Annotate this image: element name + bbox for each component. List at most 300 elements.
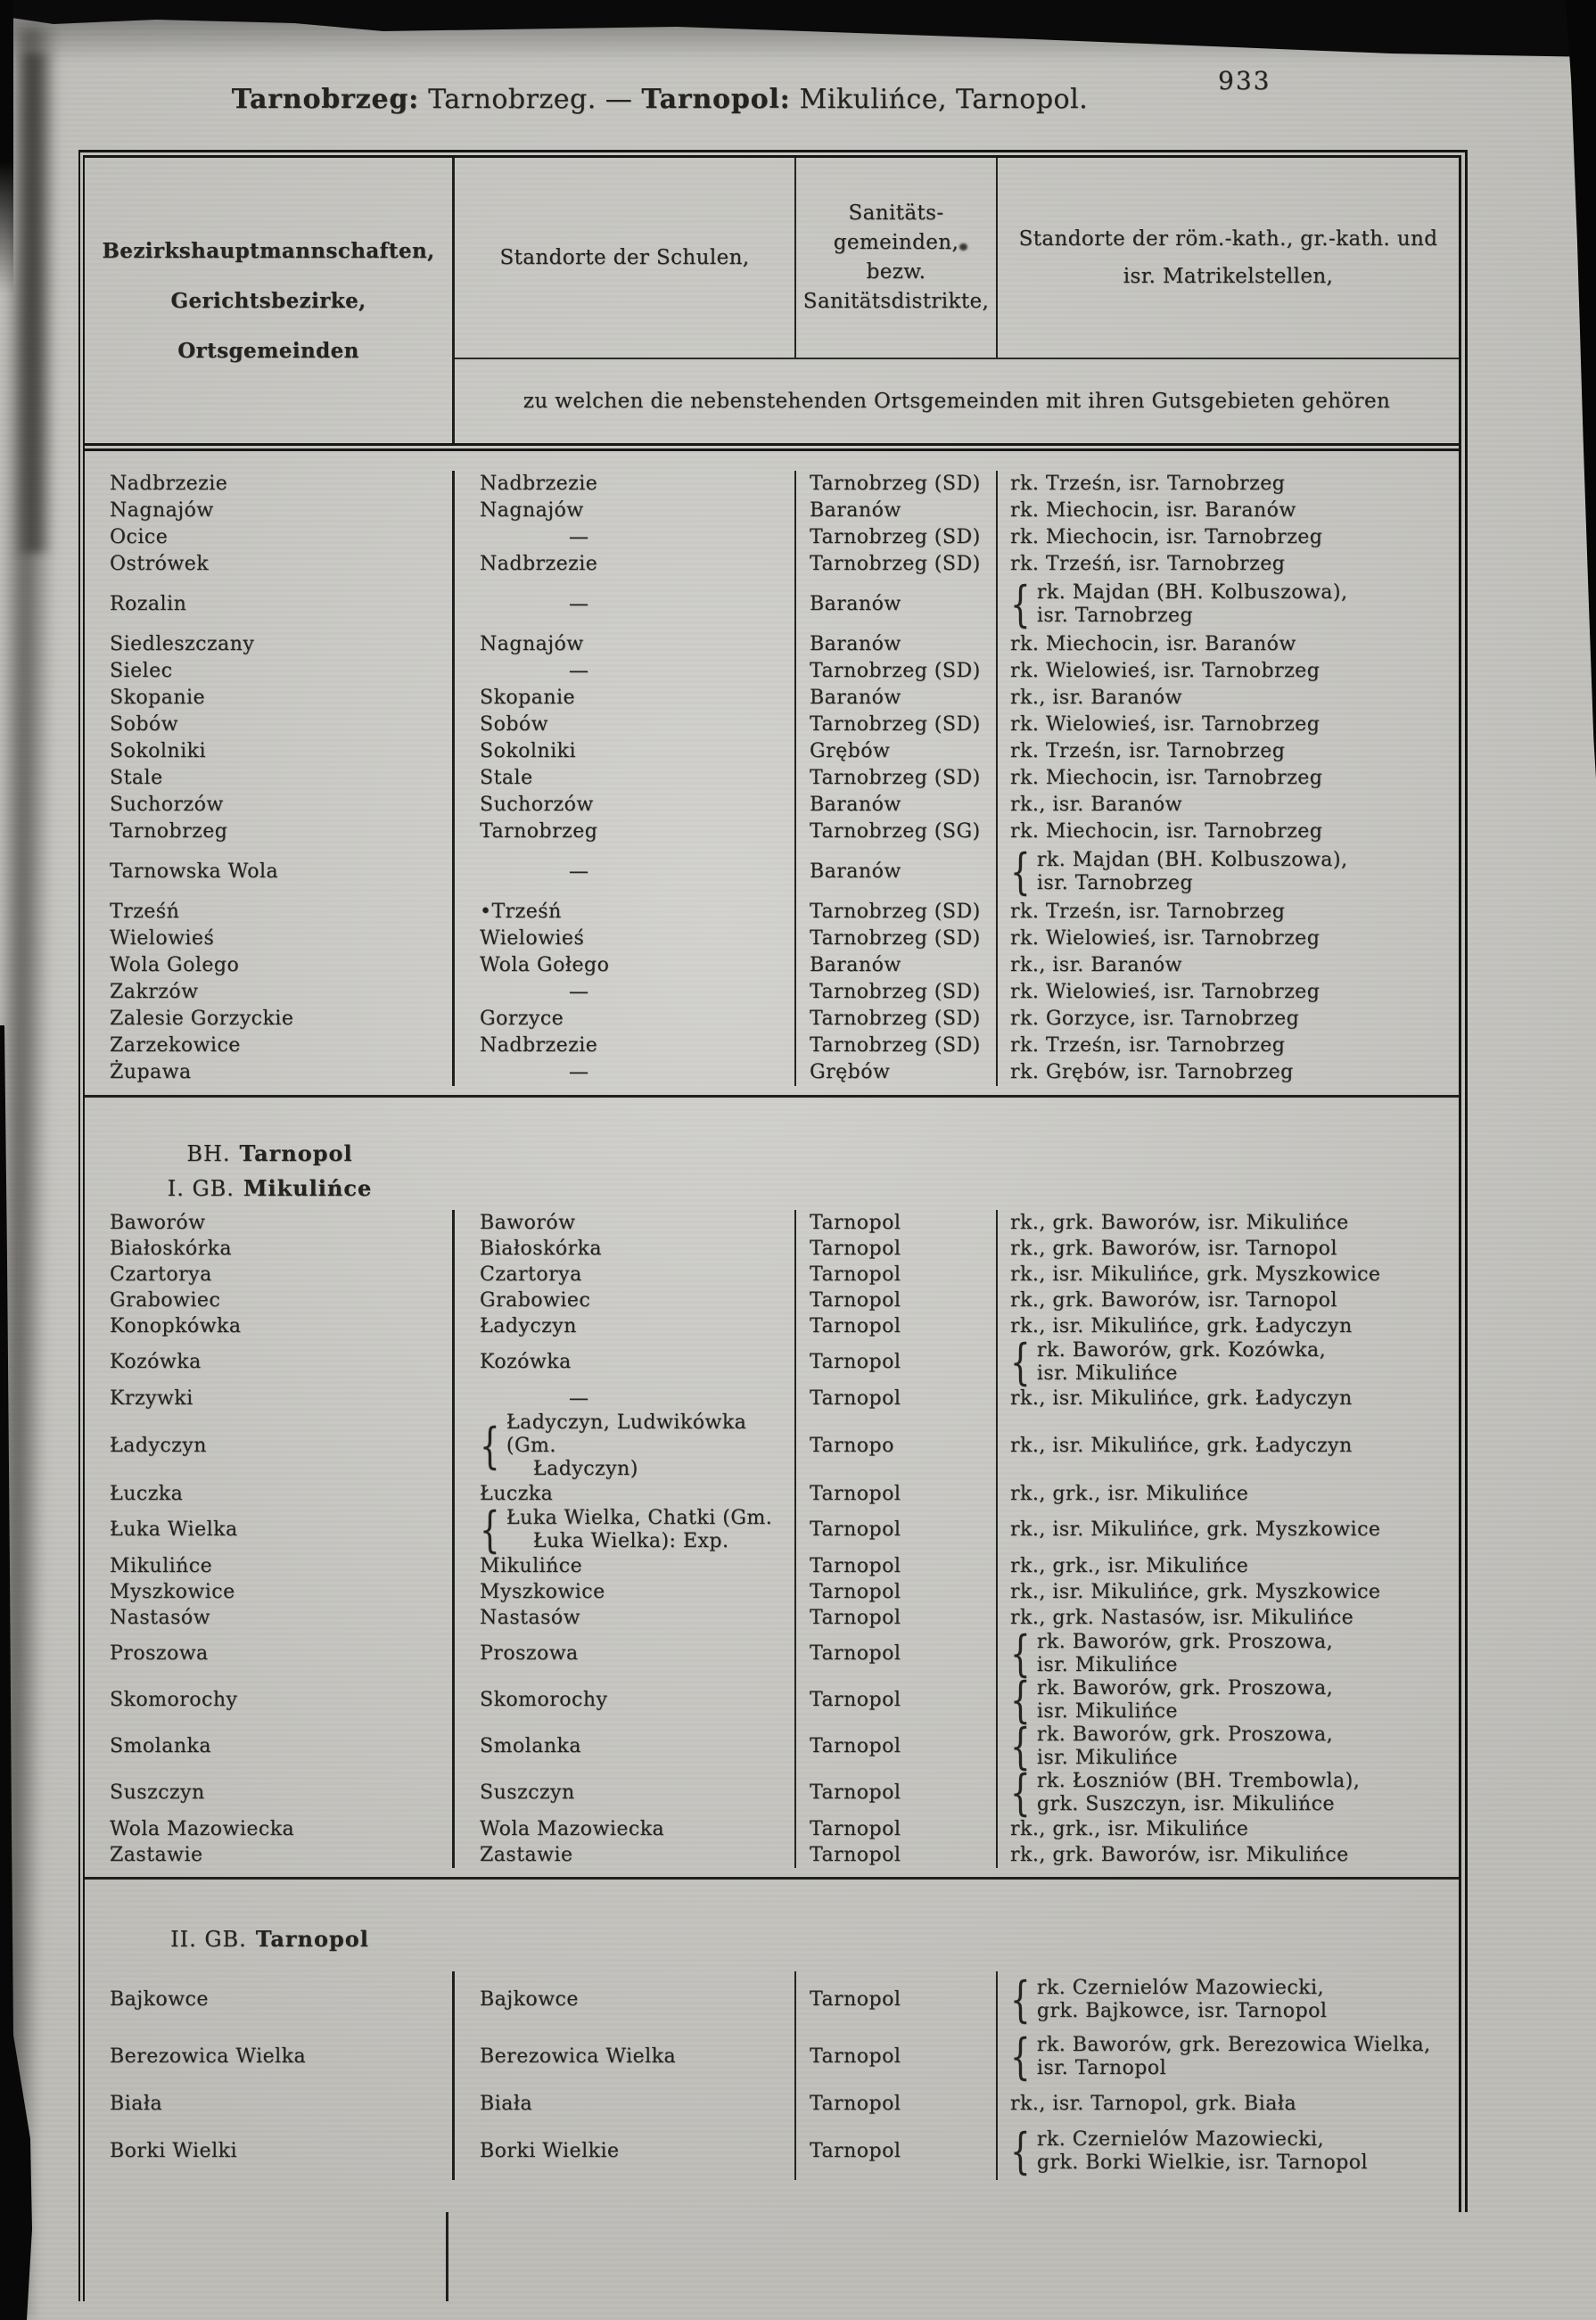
title-court-1: Tarnobrzeg. xyxy=(428,84,596,115)
matrikelstellen-cell xyxy=(998,2123,1459,2180)
table-row xyxy=(85,551,1459,578)
cell-text: Nagnajów xyxy=(110,499,214,522)
cell-text: Baworów xyxy=(480,1211,576,1234)
schulort-cell xyxy=(455,979,796,1006)
cell-lines xyxy=(1037,1977,1328,2023)
cell-text: rk., isr. Mikulińce, grk. Ładyczyn xyxy=(1010,1314,1353,1337)
matrikelstellen-cell xyxy=(998,792,1459,819)
header-col-schulen xyxy=(455,158,796,358)
sanitaetsgemeinde-cell xyxy=(796,1481,998,1507)
cell-line: grk. Suszczyn, isr. Mikulińce xyxy=(1036,1793,1335,1815)
section-heading-name: Tarnopol xyxy=(239,1140,353,1166)
cell-text: rk. Grębów, isr. Tarnobrzeg xyxy=(1010,1061,1294,1083)
cell-text: rk. Gorzyce, isr. Tarnobrzeg xyxy=(1010,1008,1300,1030)
cell-text: Żupawa xyxy=(110,1061,192,1083)
scan-left-edge-mark xyxy=(0,0,13,294)
table-row xyxy=(85,1605,1459,1631)
matrikelstellen-cell xyxy=(998,979,1459,1006)
ortsgemeinde-cell xyxy=(85,1770,455,1816)
cell-lines xyxy=(1037,1631,1333,1677)
table-header xyxy=(85,158,1459,451)
cell-text: Wola Mazowiecka xyxy=(480,1817,665,1840)
table-row xyxy=(85,1671,1459,1728)
section-heading-prefix: I. GB. xyxy=(167,1176,234,1201)
sanitaetsgemeinde-cell xyxy=(796,498,998,524)
table-row xyxy=(85,819,1459,845)
matrikelstellen-cell xyxy=(998,1262,1459,1288)
cell-text: Łuczka xyxy=(110,1482,184,1505)
sanitaetsgemeinde-cell xyxy=(796,2123,998,2180)
ortsgemeinde-cell xyxy=(85,1631,455,1677)
matrikelstellen-cell xyxy=(998,631,1459,658)
section-heading-name: Mikulińce xyxy=(243,1175,373,1201)
ortsgemeinde-cell xyxy=(85,845,455,899)
table-row xyxy=(85,1717,1459,1774)
matrikelstellen-cell xyxy=(998,685,1459,712)
cell-text: rk., isr. Tarnopol, grk. Biała xyxy=(1010,2093,1297,2115)
schulort-cell xyxy=(455,1411,796,1481)
cell-text: Nagnajów xyxy=(480,499,584,522)
ortsgemeinde-cell xyxy=(85,1842,455,1868)
schulort-cell xyxy=(455,1059,796,1086)
table-row xyxy=(85,1386,1459,1411)
cell-text: Tarnobrzeg (SD) xyxy=(810,660,981,682)
cell-text: Nadbrzezie xyxy=(480,553,598,575)
table-row xyxy=(85,1006,1459,1032)
cell-text: Tarnopol xyxy=(810,1689,901,1711)
schulort-cell xyxy=(455,845,796,899)
schulort-cell xyxy=(455,1501,796,1558)
cell-text: Smolanka xyxy=(480,1735,581,1757)
cell-line: Ładyczyn, Ludwikówka (Gm. xyxy=(506,1411,747,1457)
ortsgemeinde-cell xyxy=(85,1288,455,1313)
cell-text: Tarnopol xyxy=(810,1817,901,1840)
cell-text: Tarnopol xyxy=(810,1735,901,1757)
cell-text: Sobów xyxy=(110,713,178,736)
cell-text: Rozalin xyxy=(110,593,187,615)
ortsgemeinde-cell xyxy=(85,1411,455,1481)
cell-text: rk., grk., isr. Mikulińce xyxy=(1010,1482,1249,1505)
cell-text: — xyxy=(569,981,589,1003)
matrikelstellen-cell xyxy=(998,1313,1459,1339)
cell-text: Suchorzów xyxy=(480,794,594,816)
cell-text: Zakrzów xyxy=(110,981,199,1003)
cell-text: rk., isr. Mikulińce, grk. Myszkowice xyxy=(1010,1263,1381,1286)
cell-text: rk. Wielowieś, isr. Tarnobrzeg xyxy=(1010,927,1320,950)
cell-line: isr. Mikulińce xyxy=(1036,1654,1178,1676)
schulort-cell xyxy=(455,1210,796,1236)
schulort-cell xyxy=(455,1386,796,1411)
cell-text: Ładyczyn xyxy=(480,1314,577,1337)
cell-text: — xyxy=(569,660,589,682)
cell-text: rk. Wielowieś, isr. Tarnobrzeg xyxy=(1010,981,1320,1003)
cell-text: Białoskórka xyxy=(480,1237,603,1260)
cell-lines xyxy=(1037,581,1348,628)
cell-text: Grabowiec xyxy=(110,1288,221,1312)
cell-text: rk., isr. Baranów xyxy=(1010,794,1182,816)
matrikelstellen-cell xyxy=(998,1006,1459,1032)
sanitaetsgemeinde-cell xyxy=(796,2028,998,2086)
cell-text: Zalesie Gorzyckie xyxy=(110,1008,294,1030)
header-line: Bezirkshauptmannschaften, xyxy=(102,238,435,263)
table-row xyxy=(85,1501,1459,1558)
brace-glyph: { xyxy=(480,1417,500,1474)
cell-text: Tarnopol xyxy=(810,1386,901,1410)
cell-text: Grabowiec xyxy=(480,1288,591,1312)
table-row xyxy=(85,1816,1459,1842)
cell-text: Tarnobrzeg (SD) xyxy=(810,1008,981,1030)
cell-line: isr. Tarnobrzeg xyxy=(1036,605,1194,627)
schulort-cell xyxy=(455,792,796,819)
sanitaetsgemeinde-cell xyxy=(796,1288,998,1313)
brace-glyph: { xyxy=(480,1501,500,1558)
header-line: Sanitäts- xyxy=(848,202,944,225)
cell-text: Tarnopol xyxy=(810,1988,901,2011)
table-row xyxy=(85,2028,1459,2086)
cell-line: rk. Baworów, grk. Proszowa, xyxy=(1036,1677,1334,1699)
header-span-note: zu welchen die nebenstehenden Ortsgemeinden mit ihren Gutsgebieten gehören xyxy=(522,390,1391,413)
cell-text: Tarnobrzeg (SD) xyxy=(810,1034,981,1057)
cell-text: Skomorochy xyxy=(110,1689,238,1711)
table-row xyxy=(85,1625,1459,1682)
ortsgemeinde-cell xyxy=(85,765,455,792)
cell-text: Tarnopol xyxy=(810,1211,901,1234)
cell-text: rk., isr. Mikulińce, grk. Myszkowice xyxy=(1010,1580,1381,1603)
schulort-cell xyxy=(455,1236,796,1262)
cell-text: Tarnobrzeg xyxy=(480,820,598,843)
cell-text: Wielowieś xyxy=(110,927,215,950)
brace-glyph: { xyxy=(1010,1333,1031,1390)
matrikelstellen-cell xyxy=(998,575,1459,632)
matrikelstellen-cell xyxy=(998,658,1459,685)
page-title xyxy=(0,84,1320,115)
table-row xyxy=(85,1313,1459,1339)
sanitaetsgemeinde-cell xyxy=(796,738,998,765)
sanitaetsgemeinde-cell xyxy=(796,1032,998,1059)
matrikelstellen-cell xyxy=(998,1288,1459,1313)
cell-text: Tarnobrzeg (SD) xyxy=(810,526,981,548)
table-section xyxy=(85,1880,1459,2189)
cell-text: rk., isr. Mikulińce, grk. Myszkowice xyxy=(1010,1518,1381,1541)
schulort-cell xyxy=(455,1605,796,1631)
schulort-cell xyxy=(455,926,796,952)
matrikelstellen-cell xyxy=(998,498,1459,524)
matrikelstellen-cell xyxy=(998,2028,1459,2086)
sanitaetsgemeinde-cell xyxy=(796,1262,998,1288)
matrikelstellen-cell xyxy=(998,1764,1459,1821)
cell-line: rk. Czernielów Mazowiecki, xyxy=(1036,2128,1325,2151)
cell-text: Wola Mazowiecka xyxy=(110,1817,295,1840)
sanitaetsgemeinde-cell xyxy=(796,1313,998,1339)
table-row xyxy=(85,1210,1459,1236)
brace-glyph: { xyxy=(1010,2122,1031,2179)
cell-line: rk. Czernielów Mazowiecki, xyxy=(1036,1977,1325,1999)
cell-text: Nastasów xyxy=(480,1606,580,1629)
cell-text: Nadbrzezie xyxy=(480,1034,598,1057)
cell-text: rk. Miechocin, isr. Baranów xyxy=(1010,499,1296,522)
cell-text: Tarnobrzeg (SD) xyxy=(810,981,981,1003)
cell-text: rk. Trześn, isr. Tarnobrzeg xyxy=(1010,473,1286,495)
matrikelstellen-cell xyxy=(998,1579,1459,1605)
matrikelstellen-cell xyxy=(998,738,1459,765)
cell-line: isr. Tarnobrzeg xyxy=(1036,872,1194,894)
brace-glyph: { xyxy=(1010,1764,1031,1821)
cell-text: Berezowica Wielka xyxy=(110,2045,307,2068)
cell-text: Stale xyxy=(110,767,163,789)
table-row xyxy=(85,1411,1459,1481)
header-line: Ortsgemeinden xyxy=(177,338,359,363)
cell-text: Skopanie xyxy=(480,687,576,709)
cell-text: Kozówka xyxy=(480,1351,572,1373)
cell-lines xyxy=(1037,849,1348,895)
section-heading-name: Tarnopol xyxy=(255,1926,369,1952)
ortsgemeinde-cell xyxy=(85,685,455,712)
cell-text: Baranów xyxy=(810,860,901,883)
schulort-cell xyxy=(455,1724,796,1770)
sanitaetsgemeinde-cell xyxy=(796,524,998,551)
cell-line: isr. Tarnopol xyxy=(1036,2057,1167,2079)
cell-line: rk. Majdan (BH. Kolbuszowa), xyxy=(1036,581,1348,604)
sanitaetsgemeinde-cell xyxy=(796,1724,998,1770)
cell-text: rk. Trześn, isr. Tarnobrzeg xyxy=(1010,901,1286,923)
header-line: Sanitätsdistrikte, xyxy=(802,290,990,313)
cell-text: Baranów xyxy=(810,687,901,709)
header-line: bezw. xyxy=(866,260,926,284)
book-gutter-shadow-dark xyxy=(14,53,53,553)
matrikelstellen-cell xyxy=(998,1553,1459,1579)
cell-text: Czartorya xyxy=(110,1263,212,1286)
schulort-cell xyxy=(455,2086,796,2123)
ortsgemeinde-cell xyxy=(85,1553,455,1579)
cell-text: Suszczyn xyxy=(480,1781,575,1804)
cell-text: Tarnopol xyxy=(810,1314,901,1337)
table-row xyxy=(85,1764,1459,1821)
cell-text: Wola Gołego xyxy=(480,954,610,976)
cell-line: Łuka Wielka, Chatki (Gm. xyxy=(506,1507,773,1529)
sanitaetsgemeinde-cell xyxy=(796,1770,998,1816)
cell-text: Proszowa xyxy=(480,1642,579,1665)
cell-text: Tarnopol xyxy=(810,1237,901,1260)
sanitaetsgemeinde-cell xyxy=(796,845,998,899)
table-row xyxy=(85,1059,1459,1086)
table-row xyxy=(85,575,1459,632)
table-row xyxy=(85,2086,1459,2123)
cell-text: Łuczka xyxy=(480,1482,554,1505)
ortsgemeinde-cell xyxy=(85,979,455,1006)
table-row xyxy=(85,1481,1459,1507)
cell-text: Bajkowce xyxy=(110,1988,209,2011)
cell-text: Czartorya xyxy=(480,1263,582,1286)
schulort-cell xyxy=(455,578,796,631)
schulort-cell xyxy=(455,1553,796,1579)
matrikelstellen-cell xyxy=(998,952,1459,979)
header-col-ortsgemeinden xyxy=(85,158,455,443)
ink-spot xyxy=(959,243,967,251)
cell-text: Tarnobrzeg (SD) xyxy=(810,927,981,950)
cell-text: Tarnobrzeg (SD) xyxy=(810,713,981,736)
cell-line: isr. Mikulińce xyxy=(1036,1700,1178,1723)
cell-text: rk. Miechocin, isr. Baranów xyxy=(1010,633,1296,655)
matrikelstellen-cell xyxy=(998,1971,1459,2028)
brace-glyph: { xyxy=(1010,575,1031,632)
cell-text: Myszkowice xyxy=(480,1580,605,1603)
matrikelstellen-cell xyxy=(998,1386,1459,1411)
ortsgemeinde-cell xyxy=(85,1059,455,1086)
schulort-cell xyxy=(455,1262,796,1288)
schulort-cell xyxy=(455,1631,796,1677)
schulort-cell xyxy=(455,899,796,926)
cell-text: rk., grk., isr. Mikulińce xyxy=(1010,1554,1249,1577)
cell-text: — xyxy=(569,526,589,548)
ortsgemeinde-cell xyxy=(85,926,455,952)
cell-text: Zarzekowice xyxy=(110,1034,241,1057)
schulort-cell xyxy=(455,658,796,685)
ortsgemeinde-cell xyxy=(85,1816,455,1842)
cell-text: — xyxy=(569,1386,589,1410)
cell-line: rk. Łoszniów (BH. Trembowla), xyxy=(1036,1770,1361,1792)
cell-text: Skomorochy xyxy=(480,1689,608,1711)
ortsgemeinde-cell xyxy=(85,578,455,631)
sanitaetsgemeinde-cell xyxy=(796,1411,998,1481)
cell-text: Grębów xyxy=(810,1061,891,1083)
cell-text: Tarnobrzeg (SD) xyxy=(810,473,981,495)
matrikelstellen-cell xyxy=(998,819,1459,845)
sanitaetsgemeinde-cell xyxy=(796,952,998,979)
sanitaetsgemeinde-cell xyxy=(796,899,998,926)
ortsgemeinde-cell xyxy=(85,1507,455,1553)
cell-line: grk. Bajkowce, isr. Tarnopol xyxy=(1036,2000,1328,2022)
cell-text: Tarnopol xyxy=(810,2045,901,2068)
header-col-sanitaet xyxy=(796,158,998,358)
ortsgemeinde-cell xyxy=(85,1262,455,1288)
section-heading xyxy=(85,1175,455,1201)
cell-lines xyxy=(1037,1677,1333,1724)
cell-text: Tarnopo xyxy=(810,1435,894,1457)
cell-text: Wola Golego xyxy=(110,954,240,976)
cell-text: Suszczyn xyxy=(110,1781,205,1804)
cell-lines xyxy=(1037,1724,1333,1770)
cell-line: rk. Baworów, grk. Proszowa, xyxy=(1036,1631,1334,1653)
schulort-cell xyxy=(455,1288,796,1313)
schulort-cell xyxy=(455,1677,796,1724)
cell-text: Kozówka xyxy=(110,1351,202,1373)
cell-text: Tarnopol xyxy=(810,1554,901,1577)
cell-text: Krzywki xyxy=(110,1386,193,1410)
schulort-cell xyxy=(455,1006,796,1032)
ortsgemeinde-cell xyxy=(85,1724,455,1770)
sanitaetsgemeinde-cell xyxy=(796,1210,998,1236)
cell-text: Łuka Wielka xyxy=(110,1518,238,1541)
matrikelstellen-cell xyxy=(998,926,1459,952)
table-border-extension xyxy=(78,2212,448,2301)
sanitaetsgemeinde-cell xyxy=(796,765,998,792)
ortsgemeinde-cell xyxy=(85,1386,455,1411)
cell-text: rk., grk., isr. Mikulińce xyxy=(1010,1817,1249,1840)
schulort-cell xyxy=(455,1313,796,1339)
sanitaetsgemeinde-cell xyxy=(796,1339,998,1386)
cell-text: rk., isr. Baranów xyxy=(1010,687,1182,709)
cell-text: Baranów xyxy=(810,593,901,615)
cell-text: rk. Miechocin, isr. Tarnobrzeg xyxy=(1010,767,1323,789)
table-row xyxy=(85,631,1459,658)
ortsgemeinde-cell xyxy=(85,712,455,738)
schulort-cell xyxy=(455,498,796,524)
matrikelstellen-cell xyxy=(998,1842,1459,1868)
title-dash: — xyxy=(605,84,633,115)
cell-text: Zastawie xyxy=(480,1843,573,1866)
cell-text: Borki Wielki xyxy=(110,2140,237,2162)
schulort-cell xyxy=(455,551,796,578)
cell-text: Nastasów xyxy=(110,1606,210,1629)
schulort-cell xyxy=(455,738,796,765)
sanitaetsgemeinde-cell xyxy=(796,2086,998,2123)
ortsgemeinde-cell xyxy=(85,471,455,498)
matrikelstellen-cell xyxy=(998,1625,1459,1682)
ortsgemeinde-cell xyxy=(85,1006,455,1032)
cell-text: Białoskórka xyxy=(110,1237,233,1260)
cell-text: rk. Miechocin, isr. Tarnobrzeg xyxy=(1010,820,1323,843)
cell-text: Tarnobrzeg (SD) xyxy=(810,553,981,575)
ortsgemeinde-cell xyxy=(85,899,455,926)
matrikelstellen-cell xyxy=(998,1507,1459,1553)
ortsgemeinde-cell xyxy=(85,1677,455,1724)
sanitaetsgemeinde-cell xyxy=(796,1507,998,1553)
sanitaetsgemeinde-cell xyxy=(796,792,998,819)
cell-text: Mikulińce xyxy=(480,1554,583,1577)
cell-text: Tarnopol xyxy=(810,1580,901,1603)
table-row xyxy=(85,792,1459,819)
cell-text: Baworów xyxy=(110,1211,206,1234)
header-line: Standorte der röm.-kath., gr.-kath. und xyxy=(1018,227,1438,251)
matrikelstellen-cell xyxy=(998,1717,1459,1774)
table-row xyxy=(85,524,1459,551)
cell-lines xyxy=(1037,2128,1368,2175)
cell-text: Baranów xyxy=(810,794,901,816)
cell-lines xyxy=(1037,1770,1360,1816)
sanitaetsgemeinde-cell xyxy=(796,631,998,658)
ortsgemeinde-cell xyxy=(85,498,455,524)
schulort-cell xyxy=(455,1816,796,1842)
cell-text: Sobów xyxy=(480,713,548,736)
sanitaetsgemeinde-cell xyxy=(796,926,998,952)
cell-text: rk. Wielowieś, isr. Tarnobrzeg xyxy=(1010,713,1320,736)
scan-right-edge-mark xyxy=(1566,0,1596,802)
ortsgemeinde-cell xyxy=(85,792,455,819)
cell-text: Tarnopol xyxy=(810,1843,901,1866)
cell-text: Tarnobrzeg (SD) xyxy=(810,767,981,789)
matrikelstellen-cell xyxy=(998,899,1459,926)
cell-text: rk., grk. Baworów, isr. Mikulińce xyxy=(1010,1211,1349,1234)
sanitaetsgemeinde-cell xyxy=(796,819,998,845)
title-district-2: Tarnopol: xyxy=(641,84,791,115)
cell-lines xyxy=(506,1507,772,1553)
sanitaetsgemeinde-cell xyxy=(796,1236,998,1262)
cell-text: Nagnajów xyxy=(480,633,584,655)
cell-text: — xyxy=(569,593,589,615)
schulort-cell xyxy=(455,819,796,845)
gazetteer-table xyxy=(78,150,1468,2301)
header-line: gemeinden, xyxy=(833,231,959,254)
table-row xyxy=(85,498,1459,524)
cell-text: Sokolniki xyxy=(480,740,577,762)
cell-text: Nadbrzezie xyxy=(480,473,598,495)
table-row xyxy=(85,899,1459,926)
schulort-cell xyxy=(455,685,796,712)
cell-text: Grębów xyxy=(810,740,891,762)
matrikelstellen-cell xyxy=(998,2086,1459,2123)
cell-text: Mikulińce xyxy=(110,1554,213,1577)
cell-text: Trześń xyxy=(110,901,180,923)
